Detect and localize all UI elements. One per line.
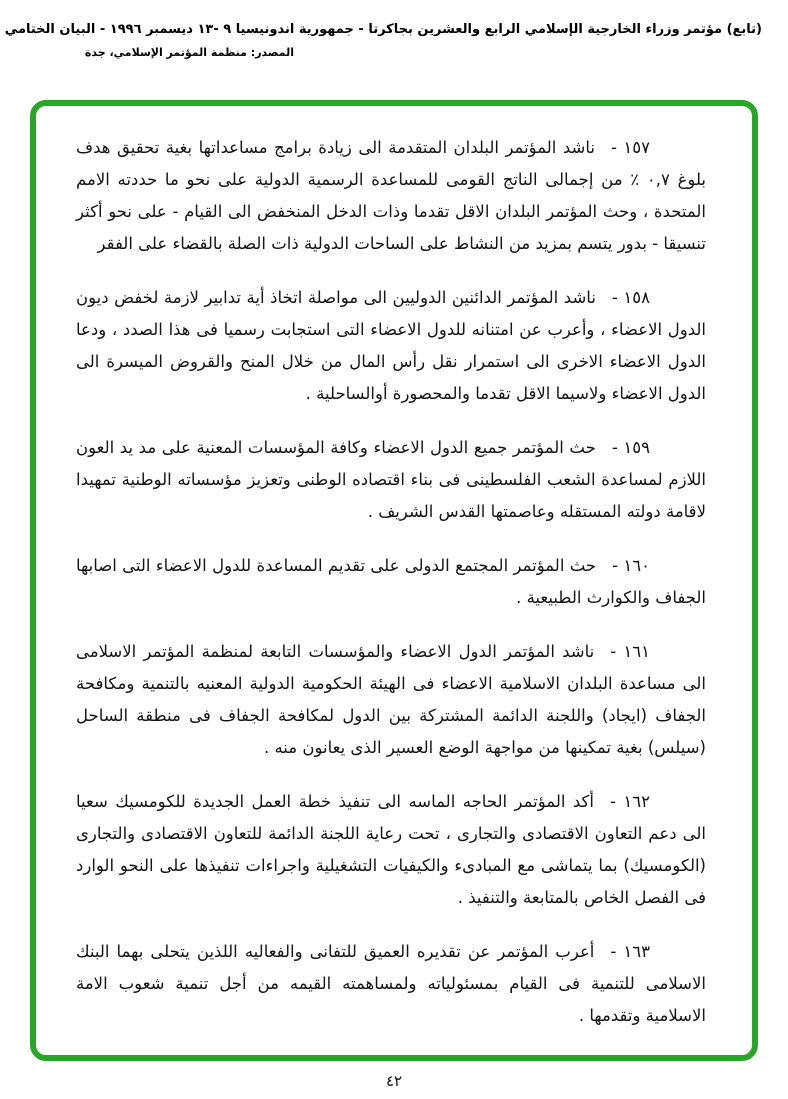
paragraph-text: أكد المؤتمر الحاجه الماسه الى تنفيذ خطة العمل الجديدة للكومسيك سعيا الى دعم التعاون الاقتصادى والتجارى ، تحت رعاية اللجنة الدائمة للتعاون الاقتصادى والتجارى (الكومسيك) بما يتماشى مع المبادىء والكيفيات التشغيلية واجراءات تنفيذها على النحو الوارد فى الفصل الخاص بالمتابعة والتنفيذ . — [76, 792, 706, 907]
paragraph-163 — [76, 936, 706, 1032]
paragraph-text: ناشد المؤتمر الدائنين الدوليين الى مواصلة اتخاذ أية تدابير لازمة لخفض ديون الدول الاعضاء ، وأعرب عن امتنانه للدول الاعضاء التى استجابت رسميا فى هذا الصدد ، ودعا الدول الاعضاء الاخرى الى استمرار نقل رأس المال من خلال المنح والقروض الميسرة الى الدول الاعضاء ولاسيما الاقل تقدما والمحصورة أوالساحلية . — [76, 288, 706, 403]
document-header — [4, 22, 762, 59]
paragraph-number: ١٦٢ - — [610, 792, 650, 811]
paragraph-number: ١٥٧ - — [610, 138, 650, 157]
document-source: المصدر: منظمة المؤتمر الإسلامي، جدة — [84, 46, 294, 59]
paragraph-157 — [76, 132, 706, 260]
paragraph-161 — [76, 636, 706, 764]
paragraph-text: ناشد المؤتمر الدول الاعضاء والمؤسسات التابعة لمنظمة المؤتمر الاسلامى الى مساعدة البلدان الاسلامية الاعضاء فى الهيئة الحكومية الدولية المعنيه بالتنمية ومكافحة الجفاف (ايجاد) واللجنة الدائمة المشتركة بين الدول لمكافحة الجفاف فى منطقة الساحل (سيلس) بغية تمكينها من مواجهة الوضع العسير الذى يعانون منه . — [76, 642, 706, 757]
document-title: (تابع) مؤتمر وزراء الخارجية الإسلامي الرابع والعشرين بجاكرتا - جمهورية اندونيسيا ٩ -١٣ ديسمبر ١٩٩٦ - البيان الختامي — [4, 22, 762, 37]
paragraph-162 — [76, 786, 706, 914]
paragraph-text: أعرب المؤتمر عن تقديره العميق للتفانى والفعاليه اللذين يتحلى بهما البنك الاسلامى للتنمية فى القيام بمسئولياته ولمساهمته القيمه من أجل تنمية شعوب الامة الاسلامية وتقدمها . — [76, 942, 706, 1025]
paragraph-159 — [76, 432, 706, 528]
paragraph-number: ١٦١ - — [610, 642, 650, 661]
paragraph-number: ١٥٩ - — [611, 438, 650, 457]
paragraph-number: ١٦٣ - — [610, 942, 651, 961]
paragraph-text: حث المؤتمر المجتمع الدولى على تقديم المساعدة للدول الاعضاء التى اصابها الجفاف والكوارث الطبيعية . — [76, 556, 706, 607]
document-body — [36, 106, 752, 1055]
paragraph-text: ناشد المؤتمر البلدان المتقدمة الى زيادة برامج مساعداتها بغية تحقيق هدف بلوغ ٠,٧ ٪ من إجمالى الناتج القومى للمساعدة الرسمية الدولية على نحو ما حددته الامم المتحدة ، وحث المؤتمر البلدان الاقل تقدما وذات الدخل المنخفض الى القيام - على نحو أكثر تنسيقا - بدور يتسم بمزيد من النشاط على الساحات الدولية ذات الصلة بالقضاء على الفقر — [76, 138, 706, 253]
content-frame — [30, 100, 758, 1061]
paragraph-text: حث المؤتمر جميع الدول الاعضاء وكافة المؤسسات المعنية على مد يد العون اللازم لمساعدة الشعب الفلسطينى فى بناء اقتصاده الوطنى وتعزيز مؤسساته الوطنية تمهيدا لاقامة دولته المستقله وعاصمتها القدس الشريف . — [76, 438, 706, 521]
paragraph-number: ١٦٠ - — [612, 556, 650, 575]
paragraph-number: ١٥٨ - — [611, 288, 651, 307]
page-number: ٤٢ — [385, 1072, 403, 1090]
paragraph-160 — [76, 550, 706, 614]
paragraph-158 — [76, 282, 706, 410]
